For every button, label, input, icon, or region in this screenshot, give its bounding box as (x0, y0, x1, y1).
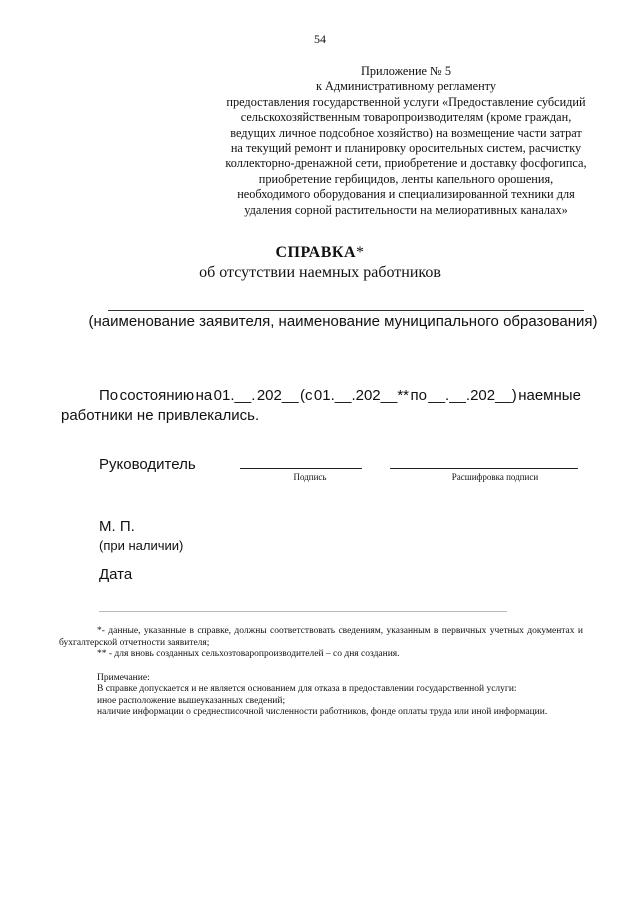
statement-word: 01.__. (213, 387, 256, 404)
statement-paragraph (61, 386, 581, 426)
footnotes (59, 626, 583, 719)
document-subtitle: об отсутствии наемных работников (199, 264, 441, 281)
appendix-line: предоставления государственной услуги «Предоставление субсидий (226, 94, 586, 109)
appendix-line: коллекторно-дренажной сети, приобретение и доставку фосфогипса, (225, 156, 587, 171)
remark-title: Примечание: (97, 672, 150, 683)
statement-line-1 (61, 386, 581, 406)
statement-word: на (195, 387, 213, 404)
stamp-label: М. П. (99, 518, 135, 535)
signature-caption: Подпись (293, 472, 327, 482)
footnote-2: ** - для вновь созданных сельхозтоваропроизводителей – со дня создания. (97, 649, 400, 659)
appendix-line: удаления сорной растительности на мелиоративных каналах» (244, 202, 568, 217)
document-title-text: СПРАВКА (275, 244, 357, 261)
statement-line-2: работники не привлекались. (61, 407, 260, 424)
document-title-mark: * (356, 244, 365, 261)
date-label: Дата (99, 566, 133, 583)
signature-decryption-caption: Расшифровка подписи (451, 472, 539, 482)
applicant-caption: (наименование заявителя, наименование муниципального образования) (88, 313, 598, 330)
appendix-line: к Административному регламенту (315, 79, 497, 94)
appendix-line: ведущих личное подсобное хозяйство) на возмещение части затрат (230, 125, 582, 140)
appendix-line: сельскохозяйственным товаропроизводителям (кроме граждан, (240, 110, 572, 125)
statement-word: по (410, 387, 427, 404)
signature-decryption-line (390, 468, 578, 469)
head-label: Руководитель (99, 456, 196, 473)
appendix-line: на текущий ремонт и планировку оросительных систем, расчистку (230, 141, 582, 156)
remark-line-2: иное расположение вышеуказанных сведений; (97, 695, 286, 706)
signature-line (240, 468, 362, 469)
appendix-header (210, 64, 602, 218)
page-number: 54 (314, 32, 326, 46)
remark-line-1: В справке допускается и не является основанием для отказа в предоставлении государственной услуги: (97, 684, 517, 694)
footnote-1: *- данные, указанные в справке, должны соответствовать сведениям, указанным в первичных учетных документах и бухгалтерской отчетности заявителя; (59, 626, 583, 648)
statement-word: По (99, 387, 119, 404)
appendix-line: приобретение гербицидов, ленты капельного орошения, (258, 171, 554, 186)
statement-word: (с (299, 387, 313, 404)
appendix-line: необходимого оборудования и специализированной техники для (237, 187, 575, 202)
applicant-fill-line (108, 310, 584, 311)
remark-line-3: наличие информации о среднесписочной численности работников, фонде оплаты труда или иной информации. (97, 707, 548, 717)
footnote-divider (99, 611, 507, 612)
stamp-note: (при наличии) (99, 538, 184, 553)
statement-word: __.__.202__) (428, 387, 517, 404)
appendix-line: Приложение № 5 (360, 64, 452, 78)
statement-word: 202__ (256, 387, 299, 404)
statement-word: состоянию (119, 387, 195, 404)
document-title (0, 244, 640, 262)
statement-word: 01.__.202__** (313, 387, 410, 404)
statement-word: наемные (518, 387, 581, 404)
